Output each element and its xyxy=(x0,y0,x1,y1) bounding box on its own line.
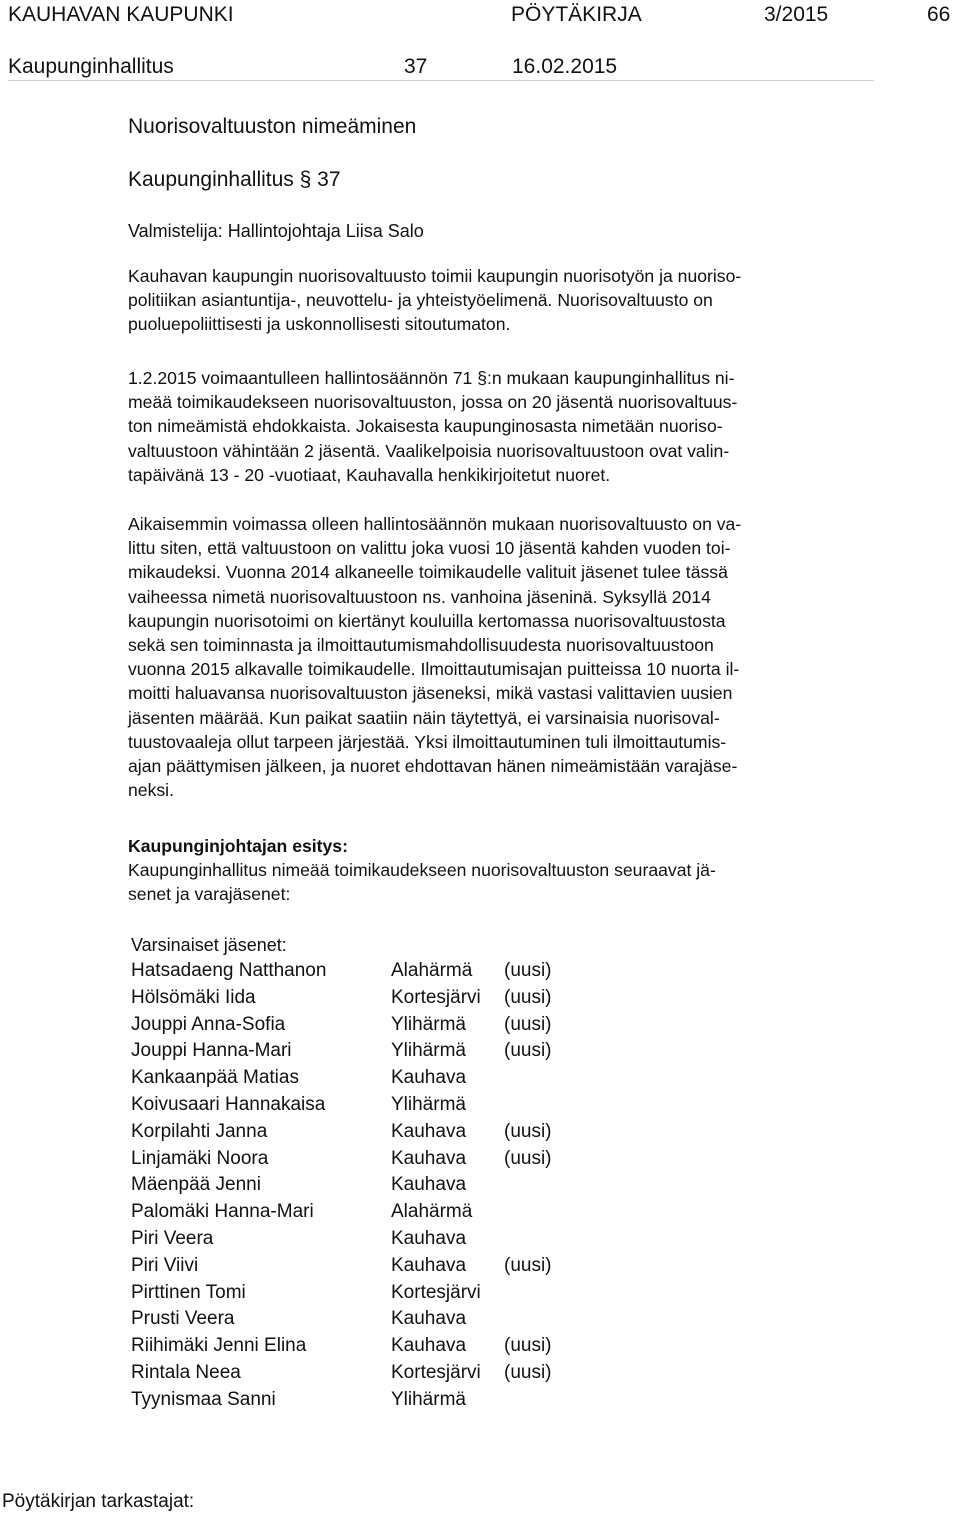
member-new-flag: (uusi) xyxy=(504,1120,552,1142)
member-municipality: Kortesjärvi xyxy=(391,1361,481,1383)
member-row xyxy=(131,1333,591,1360)
member-row xyxy=(131,1226,591,1253)
proposal-line: senet ja varajäsenet: xyxy=(128,884,291,905)
paragraph-line: Aikaisemmin voimassa olleen hallintosäännön mukaan nuorisovaltuusto on va- xyxy=(128,514,742,534)
member-new-flag: (uusi) xyxy=(504,1335,552,1357)
member-row xyxy=(131,1253,591,1280)
member-new-flag: (uusi) xyxy=(504,986,552,1008)
member-name: Hölsömäki Iida xyxy=(131,986,256,1008)
paragraph-line: mikaudeksi. Vuonna 2014 alkaneelle toimikaudelle valituit jäsenet tulee tässä xyxy=(128,562,728,583)
header-section: 37 xyxy=(404,55,428,78)
member-row xyxy=(131,1092,591,1119)
member-municipality: Ylihärmä xyxy=(391,1013,466,1035)
paragraph-line: tuustovaaleja ollut tarpeen järjestää. Yksi ilmoittautuminen tuli ilmoittautumis- xyxy=(128,731,727,752)
member-new-flag: (uusi) xyxy=(504,1254,552,1276)
member-name: Prusti Veera xyxy=(131,1308,235,1330)
member-row xyxy=(131,1360,591,1387)
member-new-flag xyxy=(504,1226,564,1253)
member-municipality: Ylihärmä xyxy=(391,1093,466,1115)
paragraph-line: meää toimikaudekseen nuorisovaltuuston, jossa on 20 jäsentä nuorisovaltuus- xyxy=(128,392,738,413)
member-name: Kankaanpää Matias xyxy=(131,1067,299,1089)
paragraph-line: vuonna 2015 alkavalle toimikaudelle. Ilmoittautumisajan puitteissa 10 nuorta il- xyxy=(128,659,740,680)
header-body: Kaupunginhallitus xyxy=(8,55,174,78)
paragraph-line: Kauhavan kaupungin nuorisovaltuusto toimii kaupungin nuorisotyön ja nuoriso- xyxy=(128,266,742,286)
member-row xyxy=(131,1306,591,1333)
document-number: 3/2015 xyxy=(764,3,829,26)
member-name: Pirttinen Tomi xyxy=(131,1281,246,1303)
member-name: Palomäki Hanna-Mari xyxy=(131,1201,314,1223)
member-name: Riihimäki Jenni Elina xyxy=(131,1335,307,1357)
member-municipality: Kauhava xyxy=(391,1227,467,1249)
member-new-flag: (uusi) xyxy=(504,1040,552,1062)
member-row xyxy=(131,985,591,1012)
member-new-flag xyxy=(504,1280,564,1307)
member-name: Tyynismaa Sanni xyxy=(131,1388,276,1410)
paragraph-line: neksi. xyxy=(128,780,174,801)
paragraph-line: littu siten, että valtuustoon on valittu joka vuosi 10 jäsentä kahden vuoden toi- xyxy=(128,538,731,559)
member-row xyxy=(131,1146,591,1173)
paragraph-line: politiikan asiantuntija-, neuvottelu- ja yhteistyöelimenä. Nuorisovaltuusto on xyxy=(128,290,713,311)
member-municipality: Alahärmä xyxy=(391,960,473,981)
section-subheading: Kaupunginhallitus § 37 xyxy=(128,168,341,191)
reviewers-label: Pöytäkirjan tarkastajat: xyxy=(2,1491,195,1512)
preparer-line: Valmistelija: Hallintojohtaja Liisa Salo xyxy=(128,221,424,241)
member-municipality: Kauhava xyxy=(391,1067,467,1089)
member-new-flag xyxy=(504,1092,564,1119)
member-name: Jouppi Hanna-Mari xyxy=(131,1040,292,1062)
member-name: Koivusaari Hannakaisa xyxy=(131,1093,326,1115)
member-row xyxy=(131,1387,591,1414)
paragraph-line: 1.2.2015 voimaantulleen hallintosäännön 71 §:n mukaan kaupunginhallitus ni- xyxy=(128,368,735,388)
proposal-line: Kaupunginhallitus nimeää toimikaudekseen nuorisovaltuuston seuraavat jä- xyxy=(128,860,716,881)
member-new-flag: (uusi) xyxy=(504,1361,552,1383)
proposal-heading-text: Kaupunginjohtajan esitys: xyxy=(128,836,348,856)
proposal-block xyxy=(128,834,864,907)
paragraph-line: vaiheessa nimetä nuorisovaltuustoon ns. vanhoina jäseninä. Syksyllä 2014 xyxy=(128,586,711,607)
member-municipality: Ylihärmä xyxy=(391,1388,466,1410)
member-row xyxy=(131,1280,591,1307)
member-municipality: Kauhava xyxy=(391,1147,467,1169)
member-new-flag: (uusi) xyxy=(504,1147,552,1169)
member-municipality: Ylihärmä xyxy=(391,1040,466,1062)
member-new-flag xyxy=(504,1065,564,1092)
proposal-heading xyxy=(128,834,864,858)
member-new-flag xyxy=(504,1199,564,1226)
paragraph-line: kaupungin nuorisotoimi on kiertänyt kouluilla kertomassa nuorisovaltuustosta xyxy=(128,610,726,631)
member-row xyxy=(131,1012,591,1039)
member-rows xyxy=(131,958,591,1414)
paragraph-line: puoluepoliittisesti ja uskonnollisesti sitoutumaton. xyxy=(128,314,511,335)
member-name: Piri Viivi xyxy=(131,1254,199,1276)
member-row xyxy=(131,1038,591,1065)
members-heading: Varsinaiset jäsenet: xyxy=(131,935,287,955)
member-new-flag xyxy=(504,1172,564,1199)
member-row xyxy=(131,1172,591,1199)
members-list xyxy=(131,932,591,1414)
member-municipality: Alahärmä xyxy=(391,1201,473,1223)
member-name: Piri Veera xyxy=(131,1227,214,1249)
member-new-flag xyxy=(504,1387,564,1414)
member-row xyxy=(131,1199,591,1226)
header-rule xyxy=(8,80,874,81)
header-date: 16.02.2015 xyxy=(512,55,618,78)
member-municipality: Kortesjärvi xyxy=(391,986,481,1008)
member-municipality: Kauhava xyxy=(391,1308,467,1330)
member-row xyxy=(131,1119,591,1146)
paragraph-background xyxy=(128,512,864,802)
paragraph-line: jäsenten määrää. Kun paikat saatiin näin täytettyä, ei varsinaisia nuorisoval- xyxy=(128,707,720,728)
member-municipality: Kortesjärvi xyxy=(391,1281,481,1303)
member-name: Korpilahti Janna xyxy=(131,1120,268,1142)
page-number: 66 xyxy=(927,3,951,26)
member-municipality: Kauhava xyxy=(391,1254,467,1276)
member-name: Hatsadaeng Natthanon xyxy=(131,960,327,981)
member-row xyxy=(131,1065,591,1092)
member-new-flag xyxy=(504,1306,564,1333)
paragraph-line: sekä sen toiminnasta ja ilmoittautumismahdollisuudesta nuorisovaltuustoon xyxy=(128,635,714,656)
paragraph-regulation xyxy=(128,366,864,487)
paragraph-line: ajan päättymisen jälkeen, ja nuoret ehdottavan hänen nimeämistään varajäse- xyxy=(128,756,738,777)
paragraph-intro xyxy=(128,264,864,337)
paragraph-line: moitti haluavansa nuorisovaltuuston jäseneksi, mikä vastasi valittavien uusien xyxy=(128,683,733,704)
member-name: Mäenpää Jenni xyxy=(131,1174,261,1196)
member-municipality: Kauhava xyxy=(391,1335,467,1357)
document-type: PÖYTÄKIRJA xyxy=(511,3,642,26)
paragraph-line: tapäivänä 13 - 20 -vuotiaat, Kauhavalla henkikirjoitetut nuoret. xyxy=(128,464,611,485)
paragraph-line: valtuustoon vähintään 2 jäsentä. Vaalikelpoisia nuorisovaltuustoon ovat valin- xyxy=(128,440,730,461)
member-name: Linjamäki Noora xyxy=(131,1147,269,1169)
member-municipality: Kauhava xyxy=(391,1120,467,1142)
member-municipality: Kauhava xyxy=(391,1174,467,1196)
member-new-flag: (uusi) xyxy=(504,960,552,981)
org-name: KAUHAVAN KAUPUNKI xyxy=(8,3,234,26)
paragraph-line: ton nimeämistä ehdokkaista. Jokaisesta kaupunginosasta nimetään nuoriso- xyxy=(128,416,723,437)
member-name: Jouppi Anna-Sofia xyxy=(131,1013,286,1035)
member-row xyxy=(131,958,591,985)
page-title: Nuorisovaltuuston nimeäminen xyxy=(128,115,417,138)
member-new-flag: (uusi) xyxy=(504,1013,552,1035)
member-name: Rintala Neea xyxy=(131,1361,241,1383)
